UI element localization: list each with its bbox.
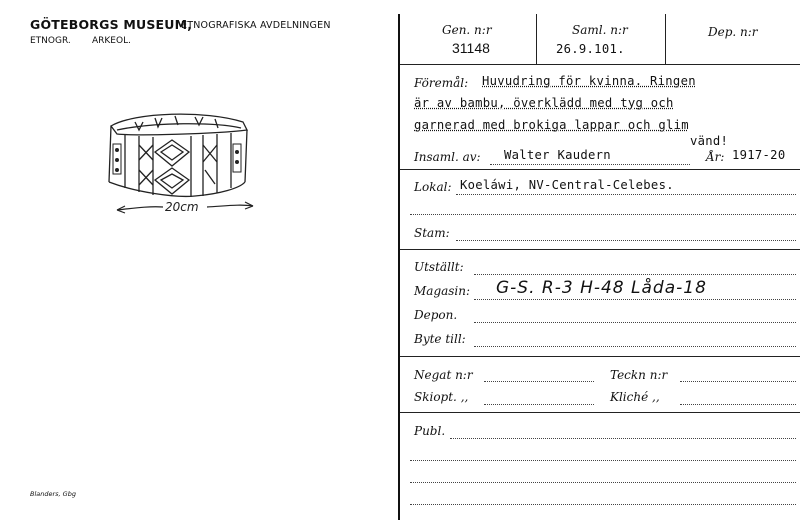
magasin-label: Magasin: [414, 284, 471, 298]
kliche-label: Kliché ,, [610, 390, 660, 404]
catalogue-card [398, 14, 800, 520]
foremal-turn-note: vänd! [690, 134, 729, 148]
printer-mark: Blanders, Gbg [30, 490, 76, 498]
teckn-label: Teckn n:r [610, 368, 668, 382]
lokal-value: Koeláwi, NV-Central-Celebes. [460, 178, 674, 192]
ar-value: 1917-20 [732, 148, 786, 162]
stam-label: Stam: [414, 226, 450, 240]
head-ring-sketch [95, 100, 295, 225]
ar-label: År: [706, 150, 725, 164]
byte-till-label: Byte till: [414, 332, 466, 346]
utstallt-label: Utställt: [414, 260, 464, 274]
publ-label: Publ. [414, 424, 446, 438]
foremal-label: Föremål: [414, 76, 469, 90]
depon-label: Depon. [414, 308, 458, 322]
magasin-value: G-S. R-3 H-48 Låda-18 [496, 278, 707, 298]
gen-nr-value: 31148 [452, 40, 490, 56]
negat-label: Negat n:r [414, 368, 473, 382]
etnogr-label: ETNOGR. [30, 36, 71, 46]
foremal-line-3: garnerad med brokiga lappar och glim [414, 118, 689, 132]
measure-label: 20cm [165, 200, 199, 214]
dep-nr-label: Dep. n:r [708, 25, 758, 39]
skiopt-label: Skiopt. ,, [414, 390, 469, 404]
lokal-label: Lokal: [414, 180, 452, 194]
foremal-line-2: är av bambu, överklädd med tyg och [414, 96, 674, 110]
museum-name: GÖTEBORGS MUSEUM, [30, 17, 193, 32]
gen-nr-label: Gen. n:r [442, 23, 492, 37]
insaml-value: Walter Kaudern [504, 148, 611, 162]
insaml-label: Insaml. av: [414, 150, 481, 164]
foremal-line-1: Huvudring för kvinna. Ringen [482, 74, 696, 88]
arkeol-label: ARKEOL. [92, 36, 131, 46]
saml-nr-value: 26.9.101. [556, 42, 625, 56]
saml-nr-label: Saml. n:r [572, 23, 628, 37]
department-name: ETNOGRAFISKA AVDELNINGEN [181, 20, 331, 31]
